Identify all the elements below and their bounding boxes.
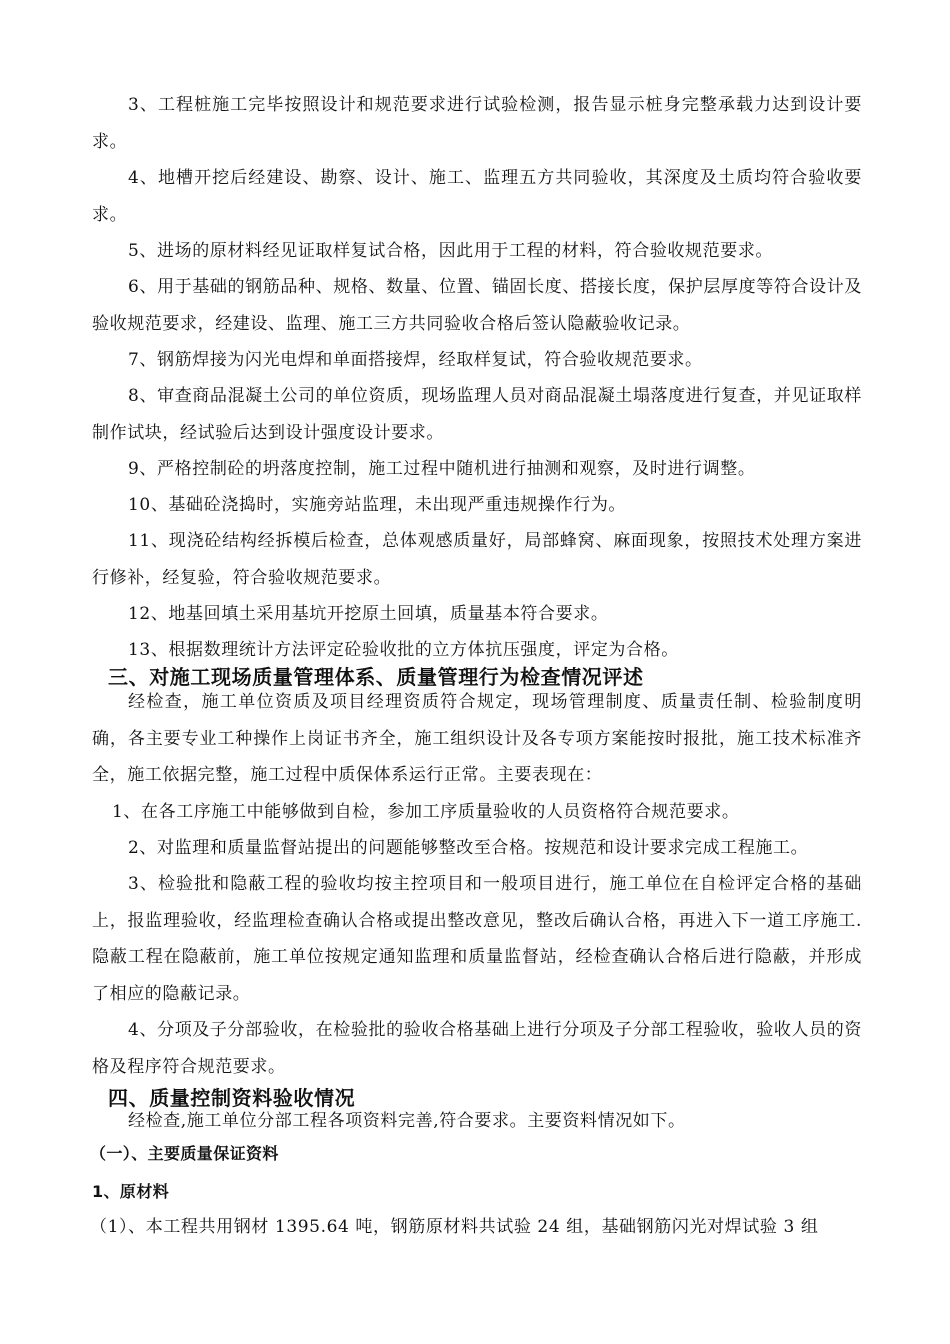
raw-materials-heading: 1、原材料: [92, 1182, 170, 1201]
item-9-paragraph: 9、严格控制砼的坍落度控制，施工过程中随机进行抽测和观察，及时进行调整。: [128, 459, 756, 479]
section-3-item-4: 4、分项及子分部验收，在检验批的验收合格基础上进行分项及子分部工程验收，验收人员的资格及程序符合规范要求。: [92, 1020, 862, 1077]
item-4-paragraph: 4、地槽开挖后经建设、勘察、设计、施工、监理五方共同验收，其深度及土质均符合验收要求。: [92, 168, 862, 225]
item-12-paragraph: 12、地基回填土采用基坑开挖原土回填，质量基本符合要求。: [128, 604, 609, 624]
item-6-paragraph: 6、用于基础的钢筋品种、规格、数量、位置、锚固长度、搭接长度，保护层厚度等符合设计及验收规范要求，经建设、监理、施工三方共同验收合格后签认隐蔽验收记录。: [92, 277, 862, 334]
section-4-heading: 四、质量控制资料验收情况: [108, 1086, 356, 1110]
section-3-item-2: 2、对监理和质量监督站提出的问题能够整改至合格。按规范和设计要求完成工程施工。: [128, 838, 809, 858]
item-3-paragraph: 3、工程桩施工完毕按照设计和规范要求进行试验检测，报告显示桩身完整承载力达到设计要求。: [92, 95, 862, 152]
raw-materials-item-1: （1）、本工程共用钢材 1395.64 吨，钢筋原材料共试验 24 组，基础钢筋闪光对焊试验 3 组: [90, 1217, 819, 1237]
section-4-intro: 经检查,施工单位分部工程各项资料完善,符合要求。主要资料情况如下。: [128, 1111, 686, 1131]
subsection-heading: （一）、主要质量保证资料: [90, 1144, 279, 1163]
item-7-paragraph: 7、钢筋焊接为闪光电焊和单面搭接焊，经取样复试，符合验收规范要求。: [128, 350, 703, 370]
item-11-paragraph: 11、现浇砼结构经拆模后检查，总体观感质量好，局部蜂窝、麻面现象，按照技术处理方案进行修补，经复验，符合验收规范要求。: [92, 531, 862, 588]
item-13-paragraph: 13、根据数理统计方法评定砼验收批的立方体抗压强度，评定为合格。: [128, 640, 679, 660]
section-3-item-3: 3、检验批和隐蔽工程的验收均按主控项目和一般项目进行，施工单位在自检评定合格的基础上，报监理验收，经监理检查确认合格或提出整改意见，整改后确认合格，再进入下一道工序施工. 隐蔽工程在隐蔽前，施工单位按规定通知监理和质量监督站，经检查确认合格后进行隐蔽，并形成了相应的隐蔽记录。: [92, 874, 862, 1004]
section-3-heading: 三、对施工现场质量管理体系、质量管理行为检查情况评述: [108, 665, 644, 689]
section-3-intro: 经检查，施工单位资质及项目经理资质符合规定，现场管理制度、质量责任制、检验制度明确，各主要专业工种操作上岗证书齐全，施工组织设计及各专项方案能按时报批，施工技术标准齐全，施工依据完整，施工过程中质保体系运行正常。主要表现在：: [92, 692, 862, 785]
section-3-item-1: 1、在各工序施工中能够做到自检，参加工序质量验收的人员资格符合规范要求。: [112, 802, 740, 822]
item-10-paragraph: 10、基础砼浇捣时，实施旁站监理，未出现严重违规操作行为。: [128, 495, 627, 515]
item-5-paragraph: 5、进场的原材料经见证取样复试合格，因此用于工程的材料，符合验收规范要求。: [128, 241, 774, 261]
item-8-paragraph: 8、审查商品混凝土公司的单位资质，现场监理人员对商品混凝土塌落度进行复查，并见证取样制作试块，经试验后达到设计强度设计要求。: [92, 386, 862, 443]
